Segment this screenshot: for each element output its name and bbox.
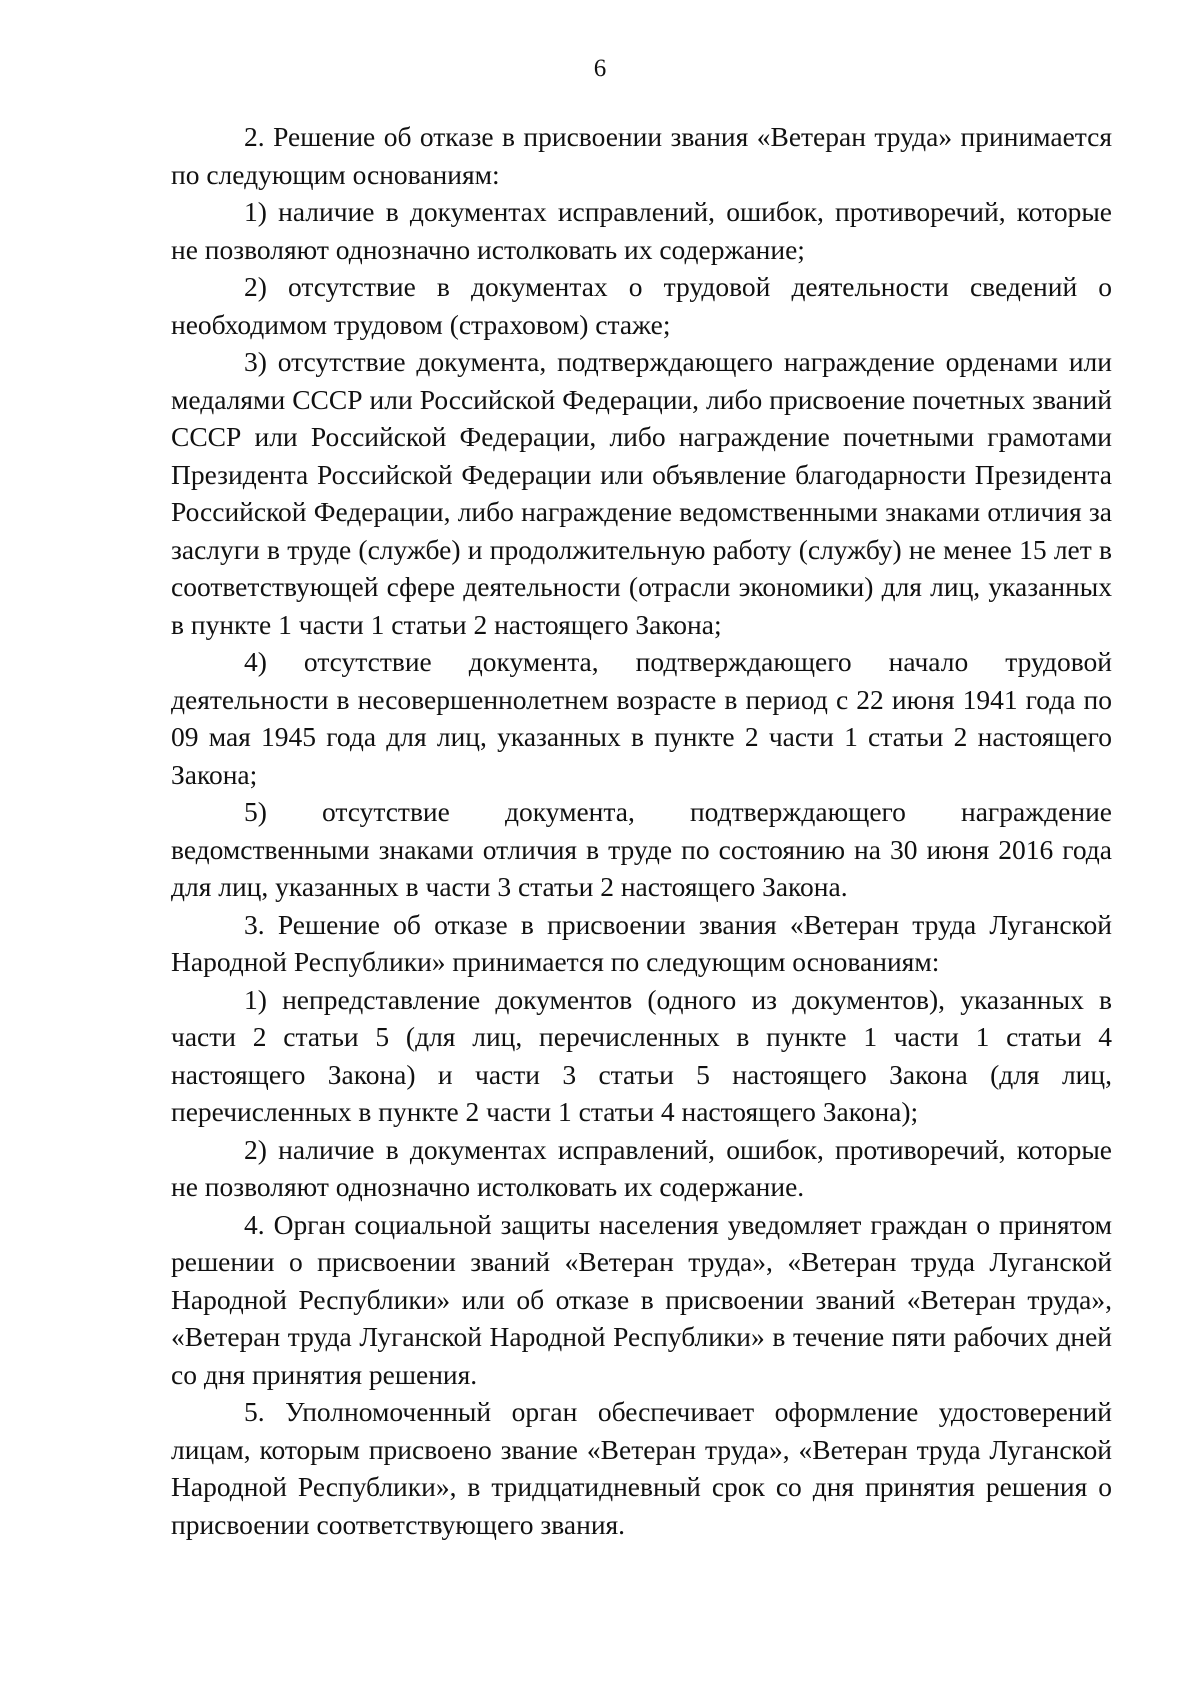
- paragraph-3-item-2: 2) наличие в документах исправлений, ошибок, противоречий, которые не позволяют однозначно истолковать их содержание.: [171, 1133, 1112, 1202]
- paragraph-2-item-2: 2) отсутствие в документах о трудовой деятельности сведений о необходимом трудовом (страховом) стаже;: [171, 271, 1112, 340]
- paragraph-4-notification: 4. Орган социальной защиты населения уведомляет граждан о принятом решении о присвоении званий «Ветеран труда», «Ветеран труда Луганской Народной Республики» или об отказе в присвоении званий «Ветеран труда», «Ветеран труда Луганской Народной Республики» в течение пяти рабочих дней со дня принятия решения.: [171, 1208, 1112, 1390]
- paragraph-3-refusal-lnr-veteran: 3. Решение об отказе в присвоении звания «Ветеран труда Луганской Народной Республики» принимается по следующим основаниям:: [171, 908, 1112, 977]
- paragraph-2-item-3: 3) отсутствие документа, подтверждающего награждение орденами или медалями СССР или Российской Федерации, либо присвоение почетных званий СССР или Российской Федерации, либо награждение почетными грамотами Президента Российской Федерации или объявление благодарности Президента Российской Федерации, либо награждение ведомственными знаками отличия за заслуги в труде (службе) и продолжительную работу (службу) не менее 15 лет в соответствующей сфере деятельности (отрасли экономики) для лиц, указанных в пункте 1 части 1 статьи 2 настоящего Закона;: [171, 346, 1112, 640]
- paragraph-3-item-1: 1) непредставление документов (одного из документов), указанных в части 2 статьи 5 (для лиц, перечисленных в пункте 1 части 1 статьи 4 настоящего Закона) и части 3 статьи 5 настоящего Закона (для лиц, перечисленных в пункте 2 части 1 статьи 4 настоящего Закона);: [171, 983, 1112, 1127]
- paragraph-2-item-4: 4) отсутствие документа, подтверждающего начало трудовой деятельности в несовершеннолетнем возрасте в период с 22 июня 1941 года по 09 мая 1945 года для лиц, указанных в пункте 2 части 1 статьи 2 настоящего Закона;: [171, 646, 1112, 790]
- document-body: [171, 118, 1112, 1543]
- page-number: 6: [593, 55, 607, 82]
- paragraph-2-refusal-veteran-of-labour: 2. Решение об отказе в присвоении звания «Ветеран труда» принимается по следующим основаниям:: [171, 121, 1112, 190]
- paragraph-2-item-5: 5) отсутствие документа, подтверждающего награждение ведомственными знаками отличия в труде по состоянию на 30 июня 2016 года для лиц, указанных в части 3 статьи 2 настоящего Закона.: [171, 796, 1112, 902]
- paragraph-2-item-1: 1) наличие в документах исправлений, ошибок, противоречий, которые не позволяют однозначно истолковать их содержание;: [171, 196, 1112, 265]
- paragraph-5-certificates: 5. Уполномоченный орган обеспечивает оформление удостоверений лицам, которым присвоено звание «Ветеран труда», «Ветеран труда Луганской Народной Республики», в тридцатидневный срок со дня принятия решения о присвоении соответствующего звания.: [171, 1396, 1112, 1540]
